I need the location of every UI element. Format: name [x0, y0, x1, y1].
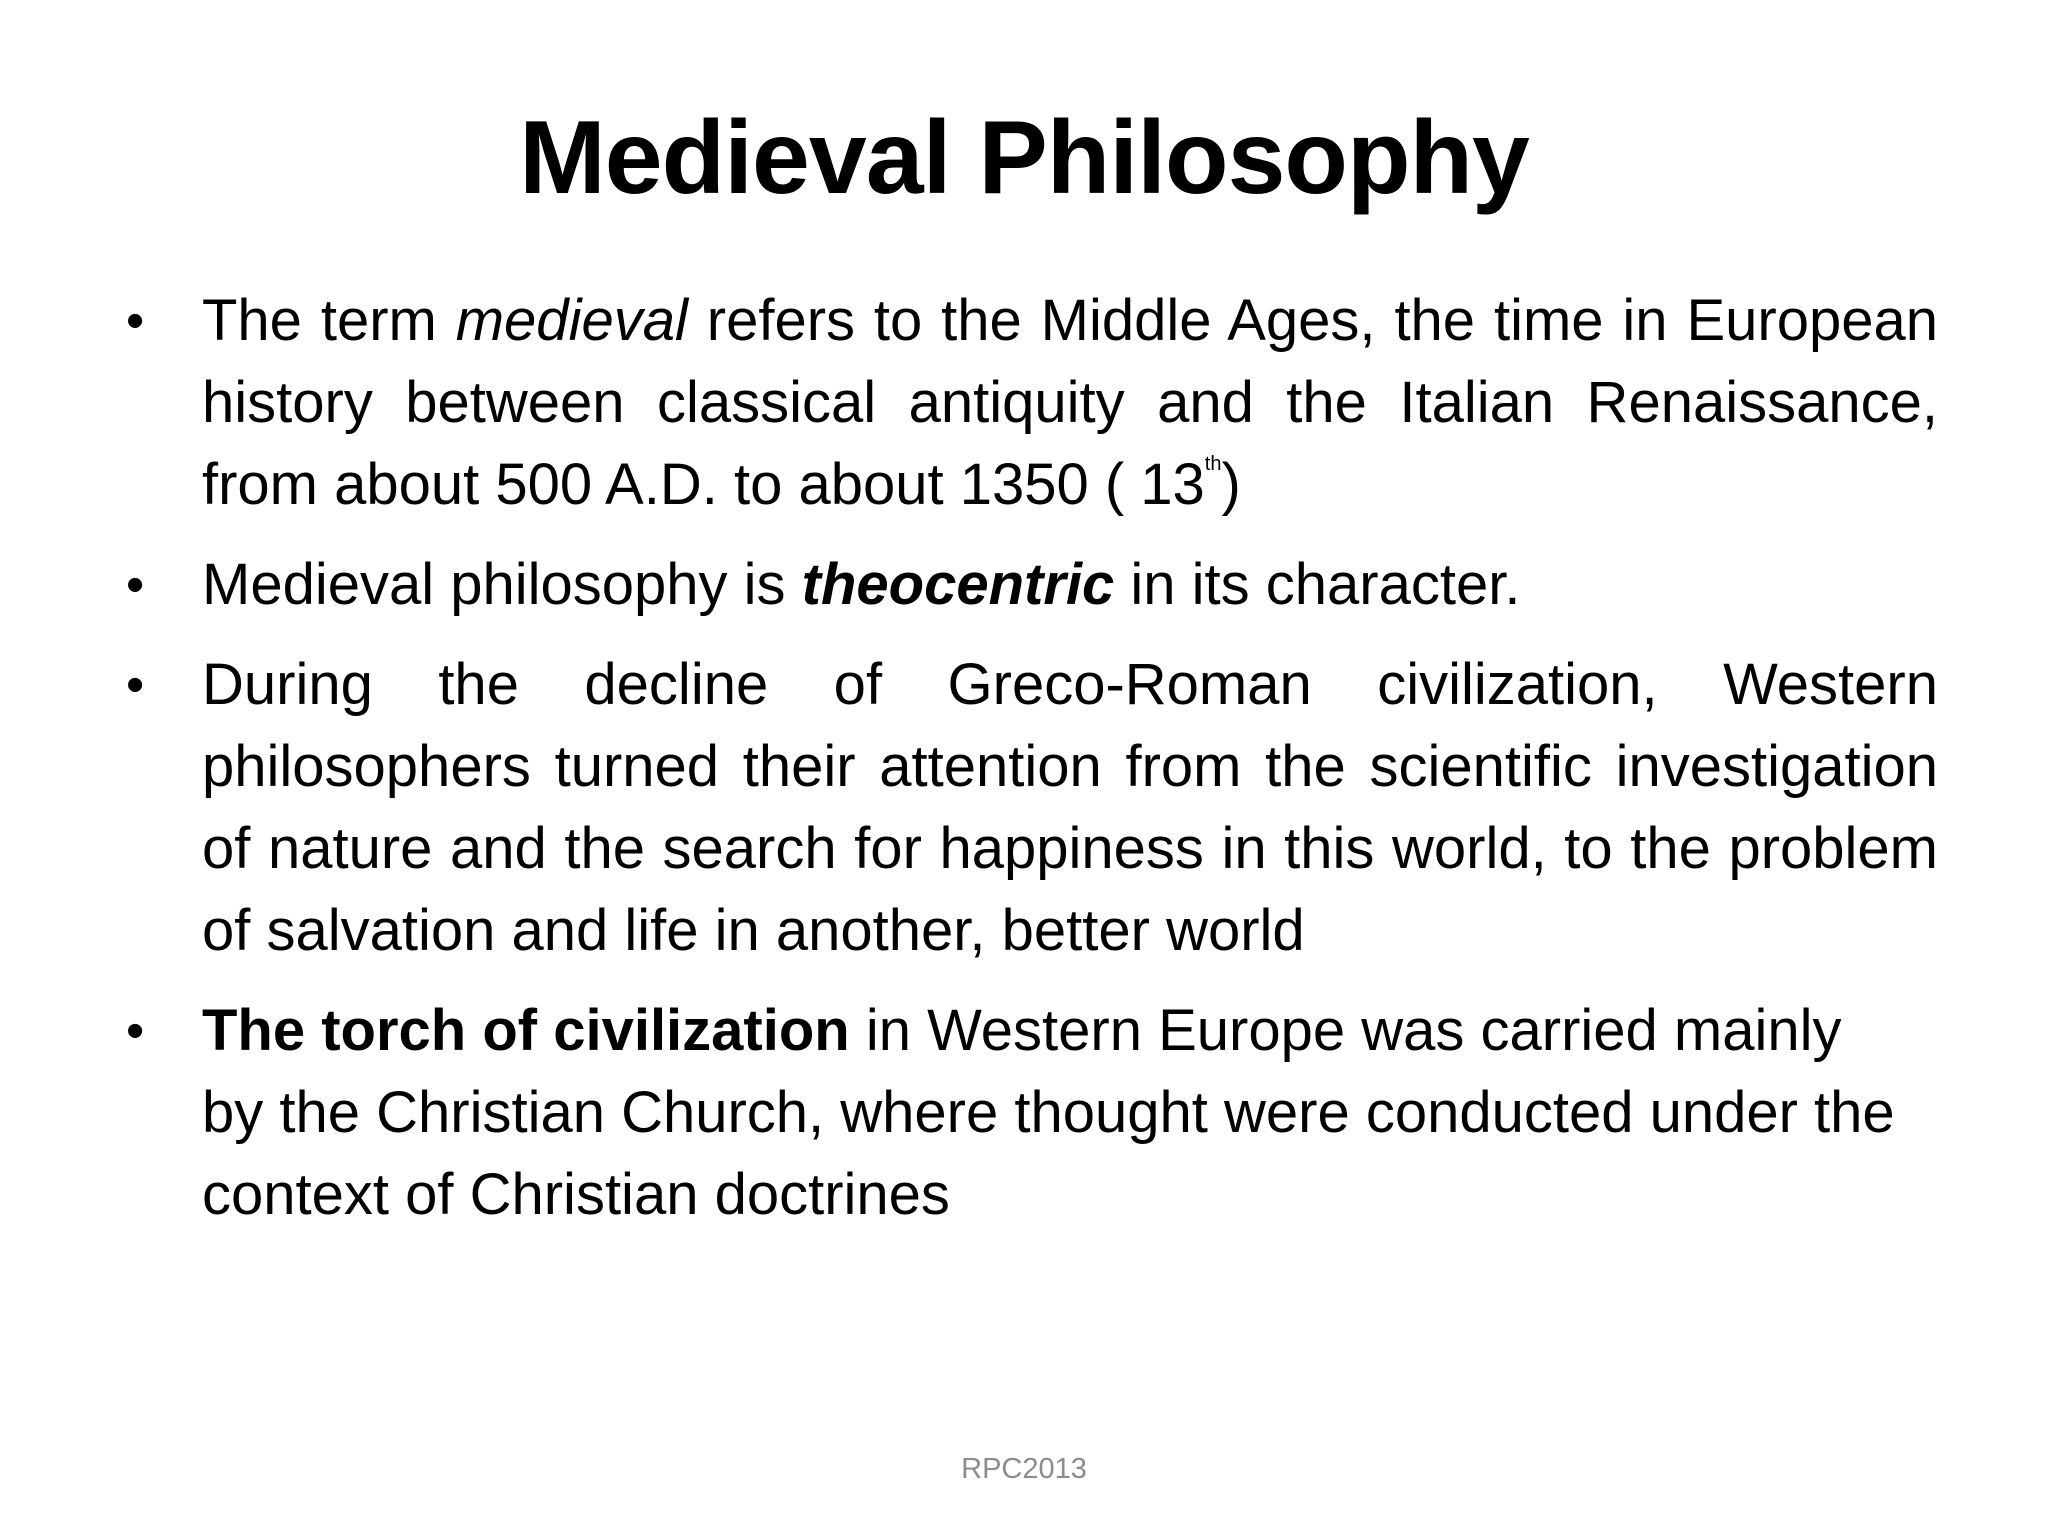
bullet-dot-icon: •	[126, 556, 145, 614]
bullet-4-text: in Western Europe was carried mainly by the Christian Church, where thought were conducted under the context of Christian doctrines	[202, 998, 1895, 1227]
bullet-1-italic-term: medieval	[455, 288, 688, 353]
slide-title: Medieval Philosophy	[519, 100, 1529, 216]
bullet-1-text-b: refers to the Middle Ages, the time in European history between classical antiquity and the Italian Renaissance, from about 500 A.D. to about 1350 ( 13	[202, 288, 1939, 517]
bullet-2-text-a: Medieval philosophy is	[202, 552, 802, 617]
bullet-text-3: During the decline of Greco-Roman civilization, Western philosophers turned their attention from the scientific investigation of nature and the search for happiness in this world, to the problem of salvation and life in another, better world	[202, 652, 1938, 963]
bullet-4-bold-phrase: The torch of civilization	[202, 998, 850, 1063]
bullet-dot-icon: •	[126, 292, 145, 350]
bullet-1-superscript: th	[1204, 453, 1222, 475]
bullet-1-text-c: )	[1221, 452, 1241, 517]
bullet-text-1	[202, 280, 1938, 526]
bullet-item-2	[118, 544, 1938, 626]
bullet-item-1	[118, 280, 1938, 526]
bullet-dot-icon: •	[126, 656, 145, 714]
bullet-text-2	[202, 544, 1938, 626]
bullet-list	[118, 280, 1938, 1254]
bullet-text-4	[202, 990, 1902, 1236]
bullet-2-bold-italic-term: theocentric	[801, 552, 1115, 617]
bullet-2-text-b: in its character.	[1114, 552, 1521, 617]
bullet-item-4	[118, 990, 1938, 1236]
slide-footer: RPC2013	[961, 1453, 1087, 1485]
bullet-dot-icon: •	[126, 1002, 145, 1060]
bullet-item-3	[118, 644, 1938, 972]
bullet-1-text-a: The term	[202, 288, 456, 353]
